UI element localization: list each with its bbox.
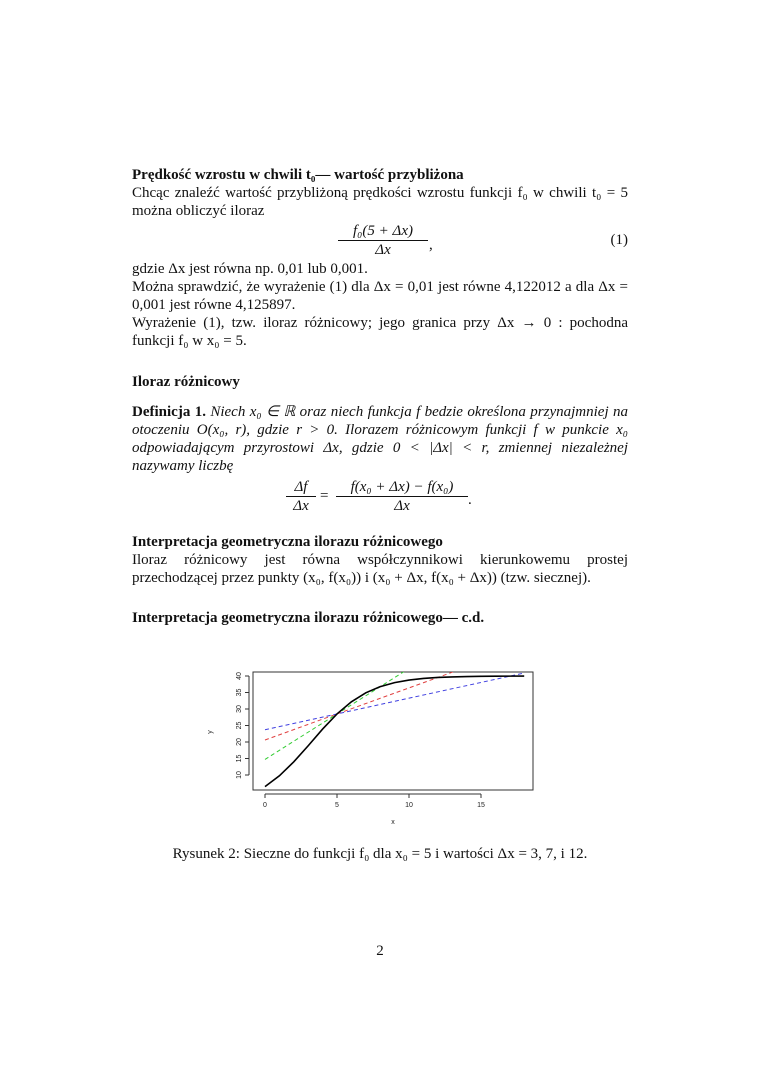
paragraph: Wyrażenie (1), tzw. iloraz różnicowy; jego granica przy Δx → 0 : pochodna funkcji f₀ w x₀ = 5.	[132, 315, 628, 349]
eq-rhs	[336, 478, 468, 515]
x-axis-label: x	[391, 819, 395, 825]
x-tick-label: 15	[477, 802, 485, 809]
secant-line	[265, 673, 524, 730]
plot-frame	[253, 672, 533, 790]
y-tick-label: 40	[236, 672, 243, 680]
y-tick-label: 10	[236, 771, 243, 779]
y-tick-label: 20	[236, 738, 243, 746]
eq-equals: =	[320, 488, 329, 504]
eq-denominator: Δx	[293, 498, 309, 514]
eq-period: .	[468, 492, 472, 508]
equation-number: (1)	[610, 232, 628, 248]
x-tick-label: 10	[405, 802, 413, 809]
x-tick-label: 0	[263, 802, 267, 809]
paragraph: Można sprawdzić, że wyrażenie (1) dla Δx = 0,01 jest równe 4,122012 a dla Δx = 0,001 jest równe 4,125897.	[132, 279, 628, 313]
section-heading: Iloraz różnicowy	[132, 374, 240, 390]
page-number: 2	[376, 943, 384, 959]
eq-numerator: f(x₀ + Δx) − f(x₀)	[336, 478, 468, 497]
y-tick-label: 15	[236, 754, 243, 763]
section-heading: Interpretacja geometryczna ilorazu różnicowego	[132, 534, 443, 550]
eq-comma: ,	[429, 237, 433, 253]
y-axis-label: y	[207, 730, 214, 734]
figure-caption: Rysunek 2: Sieczne do funkcji f₀ dla x₀ = 5 i wartości Δx = 3, 7, i 12.	[172, 846, 588, 862]
definition	[132, 403, 628, 475]
y-tick-label: 25	[236, 721, 243, 730]
equation-1	[338, 222, 428, 259]
section-heading: Prędkość wzrostu w chwili t₀— wartość przybliżona	[132, 167, 464, 183]
eq-numerator: f₀(5 + Δx)	[338, 222, 428, 241]
eq-numerator: Δf	[286, 478, 316, 497]
y-tick-label: 35	[236, 688, 243, 697]
definition-label: Definicja 1.	[132, 404, 206, 420]
secant-line	[265, 660, 524, 759]
definition-text: Niech x₀ ∈ ℝ oraz niech funkcja f bedzie określona przynajmniej na otoczeniu O(x₀, r), gdzie r > 0. Ilorazem różnicowym funkcji f w punkcie x₀ odpowiadającym przyrostowi Δx, gdzie 0 < |Δx| < r, zmiennej niezależnej nazywamy liczbę	[132, 404, 629, 474]
secant-chart	[190, 660, 540, 825]
eq-denominator: Δx	[394, 498, 410, 514]
function-curve	[265, 676, 524, 787]
eq-lhs	[286, 478, 316, 515]
section-heading: Interpretacja geometryczna ilorazu różnicowego— c.d.	[132, 610, 485, 626]
eq-denominator: Δx	[375, 242, 391, 258]
paragraph: Iloraz różnicowy jest równa współczynnikowi kierunkowemu prostej przechodzącej przez punkty (x₀, f(x₀)) i (x₀ + Δx, f(x₀ + Δx)) (tzw. siecznej).	[132, 552, 628, 586]
paragraph: Chcąc znaleźć wartość przybliżoną prędkości wzrostu funkcji f₀ w chwili t₀ = 5 można obliczyć iloraz	[132, 185, 628, 219]
paragraph: gdzie Δx jest równa np. 0,01 lub 0,001.	[132, 261, 368, 277]
y-tick-label: 30	[236, 705, 243, 713]
x-tick-label: 5	[335, 802, 339, 809]
